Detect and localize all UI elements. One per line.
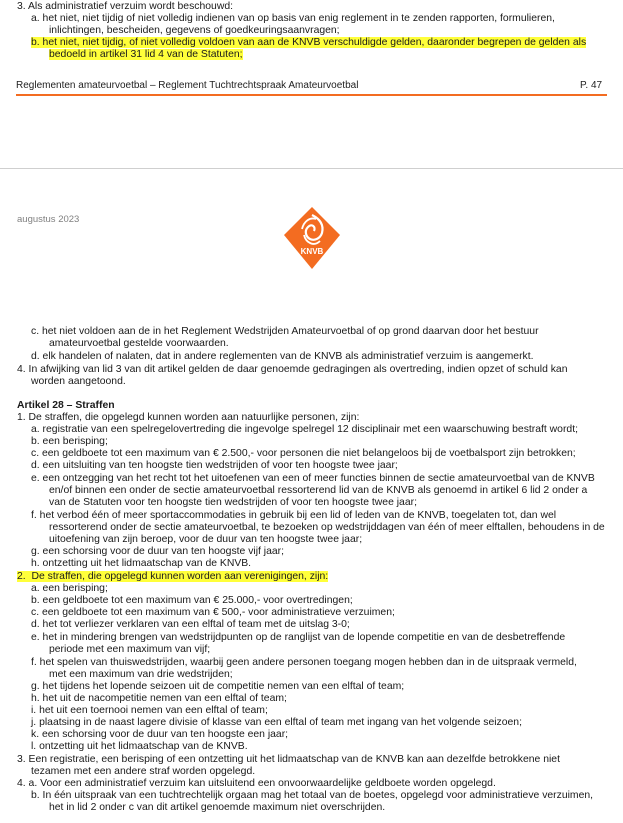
list-item: g. het tijdens het lopende seizoen uit de competitie nemen van een elftal of team; — [31, 681, 405, 692]
list-item — [31, 37, 586, 49]
list-item: d. een uitsluiting van ten hoogste tien wedstrijden of voor ten hoogste twee jaar; — [31, 460, 398, 471]
list-item: en/of binnen een onder de sectie amateurvoetbal ressorterend lid van de KNVB als genoemd in artikel 6 lid 2 onder a — [49, 485, 588, 496]
list-item: 4. In afwijking van lid 3 van dit artikel gelden de daar genoemde gedragingen als overtreding, indien opzet of schuld kan — [17, 364, 568, 375]
page-number: P. 47 — [580, 80, 603, 91]
list-item: c. het niet voldoen aan de in het Reglement Wedstrijden Amateurvoetbal of op grond daarvan door het bestuur — [31, 326, 539, 337]
list-item: g. een schorsing voor de duur van ten hoogste vijf jaar; — [31, 546, 284, 557]
list-item: d. elk handelen of nalaten, dat in andere reglementen van de KNVB als administratief verzuim is aangemerkt. — [31, 351, 534, 362]
list-item: periode met een maximum van vijf; — [49, 644, 211, 655]
list-item: inlichtingen, bescheiden, gegevens of goedkeuringsaanvragen; — [49, 25, 340, 36]
list-item: b. In één uitspraak van een tuchtrechtelijk orgaan mag het totaal van de boetes, opgelegd voor administratieve verzuimen, — [31, 790, 594, 801]
list-item: i. het uit een toernooi nemen van een elftal of team; — [31, 705, 268, 716]
article-heading: Artikel 28 – Straffen — [17, 400, 115, 411]
list-item: van de Statuten voor ten hoogste tien wedstrijden of voor ten hoogste twee jaar; — [49, 497, 417, 508]
list-item: 1. De straffen, die opgelegd kunnen worden aan natuurlijke personen, zijn: — [17, 412, 360, 423]
highlighted-text: b. het niet, niet tijdig, of niet volledig voldoen van aan de KNVB verschuldigde gelden, daaronder begrepen de gelden als — [31, 37, 587, 48]
list-item: e. het in mindering brengen van wedstrijdpunten op de ranglijst van de lopende competitie en van de desbetreffende — [31, 632, 566, 643]
list-item: a. een berisping; — [31, 583, 108, 594]
page-date: augustus 2023 — [17, 214, 80, 225]
list-item — [17, 571, 328, 583]
list-item: a. registratie van een spelregelovertreding die ingevolge spelregel 12 disciplinair met een waarschuwing bestraft wordt; — [31, 424, 578, 435]
list-item: a. het niet, niet tijdig of niet volledig indienen van op basis van enig reglement in te zenden rapporten, formulieren, — [31, 13, 555, 24]
list-item: c. een geldboete tot een maximum van € 2.500,- voor personen die niet belangeloos bij de voetbalsport zijn betrokken; — [31, 448, 576, 459]
list-item: 4. a. Voor een administratief verzuim kan uitsluitend een onvoorwaardelijke geldboete worden opgelegd. — [17, 778, 496, 789]
list-item: f. het verbod één of meer sportaccommodaties in gebruik bij een lid of leden van de KNVB, toegelaten tot, dan wel — [31, 510, 557, 521]
list-item: k. een schorsing voor de duur van ten hoogste een jaar; — [31, 729, 289, 740]
list-item: het in lid 2 onder c van dit artikel genoemde maximum niet overschrijden. — [49, 802, 386, 813]
list-item: d. het tot verliezer verklaren van een elftal of team met de uitslag 3-0; — [31, 619, 350, 630]
list-item: amateurvoetbal gestelde voorwaarden. — [49, 338, 229, 349]
list-item: b. een geldboete tot een maximum van € 25.000,- voor overtredingen; — [31, 595, 353, 606]
list-item: h. ontzetting uit het lidmaatschap van de KNVB. — [31, 558, 252, 569]
page-footer-title: Reglementen amateurvoetbal – Reglement Tuchtrechtspraak Amateurvoetbal — [16, 80, 359, 91]
highlighted-number: 2. — [17, 571, 26, 582]
highlighted-text: bedoeld in artikel 31 lid 4 van de Statuten; — [49, 49, 243, 60]
page-separator — [0, 168, 623, 169]
list-item: b. een berisping; — [31, 436, 108, 447]
logo-text: KNVB — [300, 247, 324, 256]
highlighted-text: De straffen, die opgelegd kunnen worden aan verenigingen, zijn: — [31, 571, 329, 582]
list-item: tezamen met een andere straf worden opgelegd. — [31, 766, 256, 777]
list-item: l. ontzetting uit het lidmaatschap van de KNVB. — [31, 741, 248, 752]
list-item: met een maximum van drie wedstrijden; — [49, 669, 233, 680]
footer-rule — [16, 94, 607, 96]
list-item — [49, 49, 243, 61]
list-item: f. het spelen van thuiswedstrijden, waarbij geen andere personen toegang mogen hebben dan in de uitspraak vermeld, — [31, 657, 577, 668]
list-item: ressorterend onder de sectie amateurvoetbal, te bezoeken op wedstrijddagen van één of meer elftallen, behoudens in de — [49, 522, 605, 533]
list-item: h. het uit de nacompetitie nemen van een elftal of team; — [31, 693, 287, 704]
list-item: worden aangetoond. — [31, 376, 126, 387]
list-item: 3. Als administratief verzuim wordt beschouwd: — [17, 1, 233, 12]
knvb-logo — [280, 205, 344, 271]
list-item: 3. Een registratie, een berisping of een ontzetting uit het lidmaatschap van de KNVB kan aan dezelfde betrokkene niet — [17, 754, 560, 765]
list-item: e. een ontzegging van het recht tot het uitoefenen van een of meer functies binnen de sectie amateurvoetbal van de KNVB — [31, 473, 595, 484]
list-item: uitoefening van zijn beroep, voor de duur van ten hoogste twee jaar; — [49, 534, 363, 545]
list-item: c. een geldboete tot een maximum van € 500,- voor administratieve verzuimen; — [31, 607, 395, 618]
list-item: j. plaatsing in de naast lagere divisie of klasse van een elftal of team met ingang van het volgende seizoen; — [31, 717, 522, 728]
